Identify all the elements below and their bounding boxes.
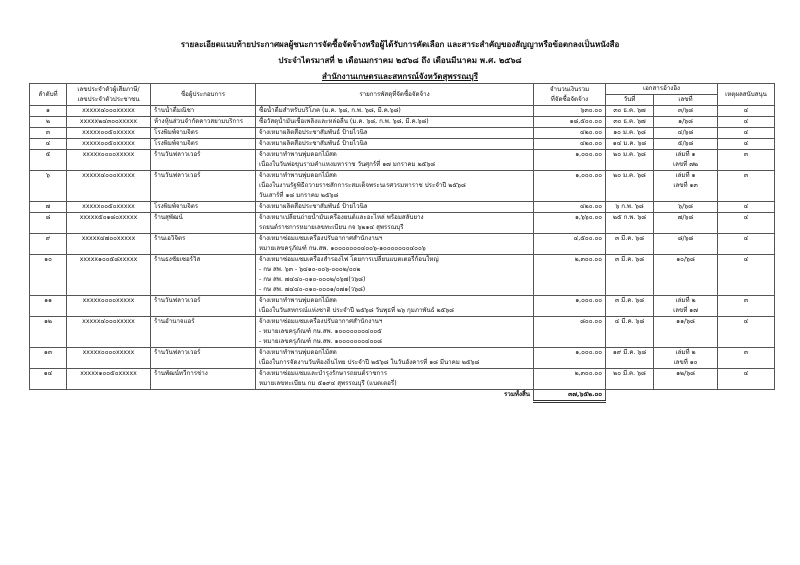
col-date: วันที่ bbox=[606, 95, 654, 106]
row-docno-line: ๑๐/๖๘ bbox=[676, 256, 695, 263]
row-detail bbox=[256, 213, 534, 234]
total-label: รวมทั้งสิ้น bbox=[504, 391, 530, 398]
row-no: ๙ bbox=[30, 234, 67, 255]
row-taxid: xxxxx๒๔๓๐๐xxxxx bbox=[67, 117, 151, 128]
row-docno-line: เล่มที่ ๑ bbox=[675, 151, 696, 158]
table-row bbox=[30, 369, 775, 390]
row-taxid: xxxxx๔๐๐๐xxxxx bbox=[67, 171, 151, 202]
row-docno-line: ๖/๖๘ bbox=[678, 203, 693, 210]
row-detail bbox=[256, 255, 534, 296]
row-taxid: xxxxx๐๐๕๐xxxxx bbox=[67, 139, 151, 150]
row-taxid: xxxxx๑๐๐๕๐xxxxx bbox=[67, 369, 151, 390]
row-docno-line: เล่มที่ ๒ bbox=[675, 297, 696, 304]
row-no: ๑๑ bbox=[30, 296, 67, 317]
row-detail-line: เนื่องในงานรัฐพิธีถวายราชสักการะสมเด็จพระนเรศวรมหาราช ประจำปี ๒๕๖๘ bbox=[259, 182, 466, 189]
row-vendor: ร้านวันฟลาวเวอร์ bbox=[151, 171, 256, 202]
row-detail bbox=[256, 171, 534, 202]
col-taxid-line1: เลขประจำตัวผู้เสียภาษี/ bbox=[77, 85, 140, 93]
row-detail-line: หมายเลขครุภัณฑ์ กษ.สพ. ๑๐๐๐๐๐๐๐๔๐๐๖-๑๐๐๐๐๐๐๐๔๐๐๖ bbox=[259, 245, 426, 252]
row-reason: ๔ bbox=[718, 369, 775, 390]
col-amount bbox=[534, 84, 606, 106]
row-date: ๒๕ ก.พ. ๖๘ bbox=[606, 213, 654, 234]
col-detail: รายการพัสดุที่จัดซื้อจัดจ้าง bbox=[256, 84, 534, 106]
table-header bbox=[30, 84, 775, 106]
row-amount: ๒,๓๐๐.๐๐ bbox=[534, 369, 606, 390]
row-docno-line: เล่มที่ ๑ bbox=[675, 172, 696, 179]
row-detail bbox=[256, 139, 534, 150]
row-amount: ๑,๐๐๐.๐๐ bbox=[534, 296, 606, 317]
row-amount: ๑๘,๕๐๐.๐๐ bbox=[534, 117, 606, 128]
row-detail-line: จ้างเหมาเปลี่ยนถ่ายน้ำมันเครื่องยนต์และอะไหล่ พร้อมสลับยาง bbox=[259, 214, 424, 221]
row-no: ๑๒ bbox=[30, 317, 67, 348]
table-row bbox=[30, 202, 775, 213]
row-taxid: xxxxx๕๐๑๘๐xxxxx bbox=[67, 213, 151, 234]
row-docno-line: ๑๒/๖๘ bbox=[676, 370, 695, 377]
row-docno-line: เล่มที่ ๒ bbox=[675, 349, 696, 356]
table-body bbox=[30, 106, 775, 390]
row-reason: ๔ bbox=[718, 128, 775, 139]
col-taxid-line2: เลขประจำตัวประชาชน bbox=[77, 95, 140, 103]
table-row bbox=[30, 317, 775, 348]
row-vendor: ร้านวันฟลาวเวอร์ bbox=[151, 296, 256, 317]
row-no: ๗ bbox=[30, 202, 67, 213]
table-row bbox=[30, 348, 775, 369]
row-detail bbox=[256, 296, 534, 317]
row-docno-line: ๓/๖๘ bbox=[678, 107, 694, 114]
row-taxid: xxxxx๐๐๐๐xxxxx bbox=[67, 348, 151, 369]
table-row bbox=[30, 255, 775, 296]
col-docs: เอกสารอ้างอิง bbox=[606, 84, 718, 95]
row-date: ๒๐ มี.ค. ๖๘ bbox=[606, 369, 654, 390]
row-detail bbox=[256, 369, 534, 390]
row-amount: ๔,๕๐๐.๐๐ bbox=[534, 234, 606, 255]
row-no: ๔ bbox=[30, 139, 67, 150]
row-docno bbox=[654, 234, 718, 255]
row-docno-line: เลขที่ ๑๗ bbox=[673, 307, 698, 314]
row-detail bbox=[256, 202, 534, 213]
row-date: ๒๐ ม.ค. ๖๘ bbox=[606, 171, 654, 202]
col-taxid bbox=[67, 84, 151, 106]
row-taxid: xxxxx๔๐๐๐xxxxx bbox=[67, 106, 151, 117]
table-row bbox=[30, 106, 775, 117]
row-detail-line: เนื่องในวันพ่อขุนรามคำแหงมหาราช วันศุกร์ที่ ๑๗ มกราคม ๒๕๖๘ bbox=[259, 161, 436, 168]
table-row bbox=[30, 234, 775, 255]
row-detail-line: - กษ สพ. ๗๔๔๐-๐๑๐-๐๐๐๒/๐๖๗(ว๖๘) bbox=[259, 276, 366, 283]
row-detail-line: เนื่องในวันสหกรณ์แห่งชาติ ประจำปี ๒๕๖๘ วันพุธที่ ๒๖ กุมภาพันธ์ ๒๕๖๘ bbox=[259, 307, 454, 314]
row-detail-line: จ้างเหมาทำพานพุ่มดอกไม้สด bbox=[259, 172, 337, 179]
row-reason: ๔ bbox=[718, 213, 775, 234]
row-docno-line: เลขที่ ๑๐ bbox=[673, 359, 698, 366]
row-docno bbox=[654, 296, 718, 317]
row-taxid: xxxxx๐๐๐๐xxxxx bbox=[67, 296, 151, 317]
row-docno bbox=[654, 213, 718, 234]
procurement-table bbox=[29, 83, 775, 403]
row-docno-line: ๑๑/๖๘ bbox=[676, 318, 695, 325]
row-amount: ๖๓๐.๐๐ bbox=[534, 106, 606, 117]
row-detail bbox=[256, 150, 534, 171]
table-row bbox=[30, 171, 775, 202]
col-amount-line2: ที่จัดซื้อจัดจ้าง bbox=[550, 95, 589, 103]
row-date: ๓ มี.ค. ๖๘ bbox=[606, 234, 654, 255]
row-docno-line: ๘/๖๘ bbox=[677, 235, 694, 242]
row-detail-line: หมายเลขทะเบียน กม ๕๑๙๔ สุพรรณบุรี (แบตเตอรี่) bbox=[259, 380, 397, 387]
row-date: ๓ มี.ค. ๖๘ bbox=[606, 296, 654, 317]
row-detail bbox=[256, 117, 534, 128]
row-docno bbox=[654, 128, 718, 139]
row-reason: ๔ bbox=[718, 255, 775, 296]
row-date: ๓ มี.ค. ๖๘ bbox=[606, 255, 654, 296]
row-reason: ๔ bbox=[718, 117, 775, 128]
row-reason: ๔ bbox=[718, 317, 775, 348]
row-detail bbox=[256, 106, 534, 117]
row-taxid: xxxxx๐๐๕๐xxxxx bbox=[67, 202, 151, 213]
table-row bbox=[30, 296, 775, 317]
row-no: ๒ bbox=[30, 117, 67, 128]
row-amount: ๑,๐๐๐.๐๐ bbox=[534, 348, 606, 369]
row-detail-line: จ้างเหมาผลิตสื่อประชาสัมพันธ์ ป้ายไวนิล bbox=[259, 140, 368, 147]
row-docno bbox=[654, 150, 718, 171]
row-docno bbox=[654, 348, 718, 369]
row-vendor: ร้านสุพัฒน์ bbox=[151, 213, 256, 234]
row-date: ๑๐ ม.ค. ๖๘ bbox=[606, 128, 654, 139]
row-date: ๑๙ มี.ค. ๖๘ bbox=[606, 348, 654, 369]
row-date: ๓๐ ธ.ค. ๖๗ bbox=[606, 106, 654, 117]
row-detail-line: จ้างเหมาผลิตสื่อประชาสัมพันธ์ ป้ายไวนิล bbox=[259, 129, 368, 136]
row-no: ๑๐ bbox=[30, 255, 67, 296]
row-vendor: ร้านอำนาจแอร์ bbox=[151, 317, 256, 348]
row-docno-line: ๑/๖๘ bbox=[678, 118, 693, 125]
table-row bbox=[30, 139, 775, 150]
table-row bbox=[30, 213, 775, 234]
row-docno-line: เลขที่ ๗๒ bbox=[673, 161, 698, 168]
row-no: ๘ bbox=[30, 213, 67, 234]
row-reason: ๔ bbox=[718, 139, 775, 150]
row-reason: ๓ bbox=[718, 348, 775, 369]
row-taxid: xxxxx๔๗๐๐xxxxx bbox=[67, 234, 151, 255]
row-detail-line: - หมายเลขครุภัณฑ์ กษ.สพ. ๑๐๐๐๐๐๐๐๔๐๐๕ bbox=[259, 328, 382, 335]
row-docno-line: เลขที่ ๑๓ bbox=[673, 182, 698, 189]
row-no: ๕ bbox=[30, 150, 67, 171]
row-detail-line: จ้างเหมาซ่อมแซมเครื่องปรับอากาศสำนักงานฯ bbox=[259, 318, 383, 325]
row-amount: ๔๒๐.๐๐ bbox=[534, 139, 606, 150]
row-vendor: ร้านพัฒน์ทวีการช่าง bbox=[151, 369, 256, 390]
row-reason: ๓ bbox=[718, 171, 775, 202]
row-detail-line: จ้างเหมาทำพานพุ่มดอกไม้สด bbox=[259, 349, 337, 356]
row-detail bbox=[256, 317, 534, 348]
row-reason: ๔ bbox=[718, 202, 775, 213]
row-detail-line: จ้างเหมาซ่อมแซมเครื่องสำรองไฟ โดยการเปลี่ยนแบตเตอรี่ก้อนใหญ่ bbox=[259, 256, 439, 263]
row-date: ๔ มี.ค. ๖๘ bbox=[606, 317, 654, 348]
row-no: ๑๔ bbox=[30, 369, 67, 390]
row-amount: ๔๒๐.๐๐ bbox=[534, 202, 606, 213]
row-vendor: ร้านธงชัยเซอร์วิส bbox=[151, 255, 256, 296]
row-detail-line: - กษ สพ. ๗๔๔๐-๐๑๐-๐๐๐๑/๐๗๑(ว๖๘) bbox=[259, 286, 366, 293]
row-no: ๖ bbox=[30, 171, 67, 202]
row-amount: ๑,๖๖๐.๐๐ bbox=[534, 213, 606, 234]
row-no: ๑ bbox=[30, 106, 67, 117]
row-vendor: โรงพิมพ์จามจิตร bbox=[151, 202, 256, 213]
col-no: ลำดับที่ bbox=[30, 84, 67, 106]
row-detail bbox=[256, 348, 534, 369]
row-date: ๓๐ ธ.ค. ๖๗ bbox=[606, 117, 654, 128]
row-reason: ๔ bbox=[718, 106, 775, 117]
row-docno bbox=[654, 317, 718, 348]
col-docno: เลขที่ bbox=[654, 95, 718, 106]
row-vendor: ห้างหุ้นส่วนจำกัดคาวสยามบริการ bbox=[151, 117, 256, 128]
row-vendor: ร้านวันฟลาวเวอร์ bbox=[151, 150, 256, 171]
row-detail bbox=[256, 234, 534, 255]
row-vendor: ร้านเอวิจิตร bbox=[151, 234, 256, 255]
row-amount: ๔๒๐.๐๐ bbox=[534, 128, 606, 139]
row-detail-line: จ้างเหมาทำพานพุ่มดอกไม้สด bbox=[259, 151, 337, 158]
row-detail-line: - กษ สพ. ๖๓ - ๖๔๑๐-๐๐๖-๐๐๐๒/๐๐๒ bbox=[259, 266, 361, 273]
row-docno bbox=[654, 369, 718, 390]
col-vendor: ชื่อผู้ประกอบการ bbox=[151, 84, 256, 106]
row-no: ๑๓ bbox=[30, 348, 67, 369]
table-row bbox=[30, 117, 775, 128]
row-docno-line: ๗/๖๘ bbox=[677, 214, 694, 221]
row-docno bbox=[654, 171, 718, 202]
row-taxid: xxxxx๑๐๐๕๘xxxxx bbox=[67, 255, 151, 296]
row-date: ๒๐ ม.ค. ๖๘ bbox=[606, 150, 654, 171]
row-docno-line: ๔/๖๘ bbox=[677, 129, 694, 136]
row-docno bbox=[654, 202, 718, 213]
row-taxid: xxxxx๐๐๕๐xxxxx bbox=[67, 128, 151, 139]
row-reason: ๓ bbox=[718, 296, 775, 317]
row-date: ๖ ก.พ. ๖๘ bbox=[606, 202, 654, 213]
total-row bbox=[30, 390, 775, 402]
row-docno bbox=[654, 139, 718, 150]
row-amount: ๑,๐๐๐.๐๐ bbox=[534, 150, 606, 171]
document-title: รายละเอียดแนบท้ายประกาศผลผู้ชนะการจัดซื้อจัดจ้างหรือผู้ได้รับการคัดเลือก และสาระสำคัญของสัญญาหรือข้อตกลงเป็นหนังสือ bbox=[180, 40, 620, 49]
row-no: ๓ bbox=[30, 128, 67, 139]
row-detail-line: ซื้อวัสดุน้ำมันเชื้อเพลิงและหล่อลื่น (ม.ค. ๖๘, ก.พ. ๖๘, มี.ค.๖๘) bbox=[259, 118, 429, 125]
row-amount: ๒,๓๐๐.๐๐ bbox=[534, 255, 606, 296]
row-taxid: xxxxx๐๐๐๐xxxxx bbox=[67, 150, 151, 171]
row-detail-line: ซื้อน้ำดื่มสำหรับบริโภค (ม.ค. ๖๘, ก.พ. ๖๘, มี.ค.๖๘) bbox=[259, 107, 401, 114]
row-vendor: ร้านวันฟลาวเวอร์ bbox=[151, 348, 256, 369]
row-vendor: โรงพิมพ์จามจิตร bbox=[151, 128, 256, 139]
row-taxid: xxxxx๔๐๐๐xxxxx bbox=[67, 317, 151, 348]
row-detail-line: วันเสาร์ที่ ๑๘ มกราคม ๒๕๖๘ bbox=[259, 192, 339, 199]
row-detail-line: จ้างเหมาซ่อมแซมและบำรุงรักษารถยนต์ราชการ bbox=[259, 370, 388, 377]
document-office: สำนักงานเกษตรและสหกรณ์จังหวัดสุพรรณบุรี bbox=[321, 72, 479, 81]
row-detail-line: รถยนต์ราชการหมายเลขทะเบียน กจ ๖๒๑๔ สุพรรณบุรี bbox=[259, 224, 404, 231]
row-docno-line: ๕/๖๘ bbox=[677, 140, 694, 147]
row-detail-line: เนื่องในการจัดงานวันท้องถิ่นไทย ประจำปี ๒๕๖๘ ในวันอังคารที่ ๑๘ มีนาคม ๒๕๖๘ bbox=[259, 359, 480, 366]
col-reason: เหตุผลสนับสนุน bbox=[718, 84, 775, 106]
row-docno bbox=[654, 255, 718, 296]
table-row bbox=[30, 150, 775, 171]
row-detail-line: - หมายเลขครุภัณฑ์ กษ.สพ. ๑๐๐๐๐๐๐๐๔๐๐๘ bbox=[259, 338, 382, 345]
row-vendor: ร้านน้ำดื่มณิชา bbox=[151, 106, 256, 117]
row-detail bbox=[256, 128, 534, 139]
row-vendor: โรงพิมพ์จามจิตร bbox=[151, 139, 256, 150]
row-reason: ๓ bbox=[718, 150, 775, 171]
row-docno bbox=[654, 117, 718, 128]
row-amount: ๑,๐๐๐.๐๐ bbox=[534, 171, 606, 202]
row-amount: ๘๐๐.๐๐ bbox=[534, 317, 606, 348]
row-detail-line: จ้างเหมาผลิตสื่อประชาสัมพันธ์ ป้ายไวนิล bbox=[259, 203, 368, 210]
row-docno bbox=[654, 106, 718, 117]
table-row bbox=[30, 128, 775, 139]
row-detail-line: จ้างเหมาซ่อมแซมเครื่องปรับอากาศสำนักงานฯ bbox=[259, 235, 383, 242]
row-date: ๑๔ ม.ค. ๖๘ bbox=[606, 139, 654, 150]
document-period: ประจำไตรมาสที่ ๒ เดือนมกราคม ๒๕๖๘ ถึง เดือนมีนาคม พ.ศ. ๒๕๖๘ bbox=[278, 56, 522, 65]
row-detail-line: จ้างเหมาทำพานพุ่มดอกไม้สด bbox=[259, 297, 337, 304]
row-reason: ๔ bbox=[718, 234, 775, 255]
col-amount-line1: จำนวนเงินรวม bbox=[549, 85, 590, 93]
total-value: ๓๗,๖๕๒.๐๐ bbox=[534, 390, 606, 402]
